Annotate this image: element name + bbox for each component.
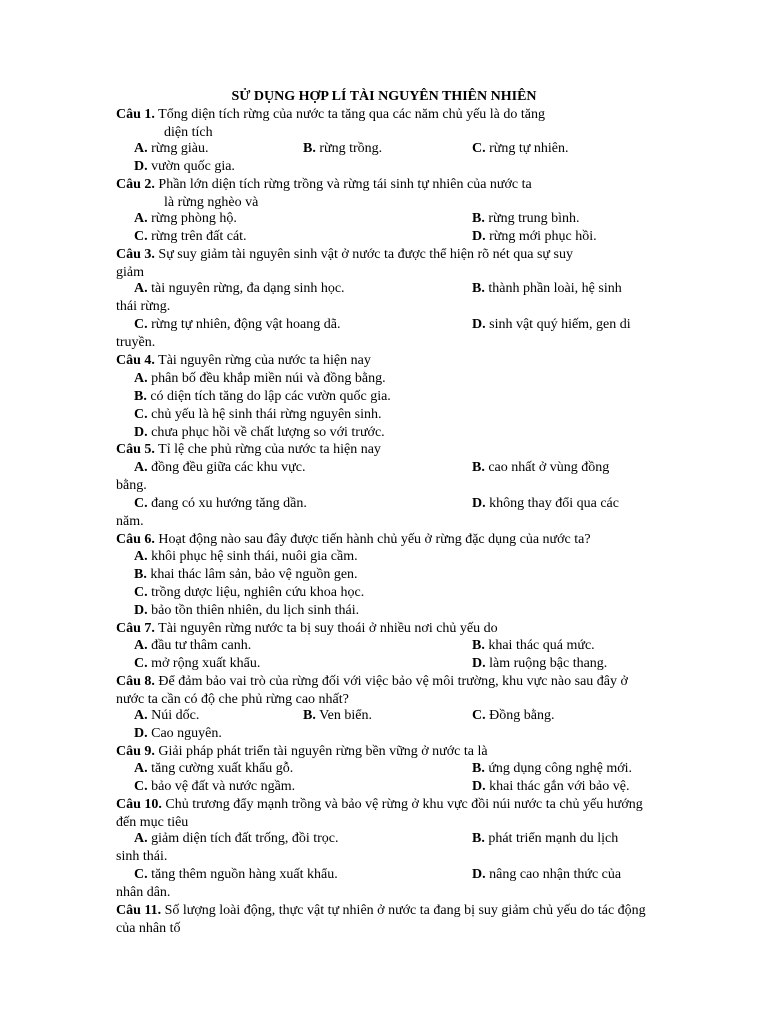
question-label: Câu 6.: [116, 532, 155, 547]
option-c: C. bảo vệ đất và nước ngầm.: [134, 779, 296, 794]
option-d: D. Cao nguyên.: [134, 726, 222, 741]
question-text: Tổng diện tích rừng của nước ta tăng qua các năm chủ yếu là do tăng: [158, 107, 545, 122]
question-text: Tài nguyên rừng của nước ta hiện nay: [158, 353, 371, 368]
question-label: Câu 1.: [116, 107, 155, 122]
question-text: Phần lớn diện tích rừng trồng và rừng tái sinh tự nhiên của nước ta: [158, 177, 532, 192]
option-b-wrap: thái rừng.: [116, 299, 171, 314]
option-a: A. tăng cường xuất khẩu gỗ.: [134, 761, 294, 776]
question-10: [116, 796, 651, 831]
option-d-wrap: nhân dân.: [116, 885, 171, 900]
option-a: A. khôi phục hệ sinh thái, nuôi gia cầm.: [134, 549, 358, 564]
option-b: B. khai thác quá mức.: [472, 638, 595, 653]
question-1: [116, 106, 651, 141]
option-a: A. Núi dốc.: [134, 708, 200, 723]
question-label: Câu 4.: [116, 353, 155, 368]
question-text: Tài nguyên rừng nước ta bị suy thoái ở nhiều nơi chủ yếu do: [158, 621, 498, 636]
option-c: C. chủ yếu là hệ sinh thái rừng nguyên sinh.: [134, 407, 382, 422]
option-c: C. rừng tự nhiên.: [472, 141, 569, 156]
question-label: Câu 11.: [116, 903, 162, 918]
option-d: D. khai thác gắn với bảo vệ.: [472, 779, 630, 794]
option-c: C. rừng trên đất cát.: [134, 229, 247, 244]
option-b: B. cao nhất ở vùng đồng: [472, 460, 610, 475]
question-8: [116, 673, 651, 708]
question-text-continued: giảm: [116, 264, 144, 280]
question-9: [116, 743, 651, 761]
option-a: A. rừng phòng hộ.: [134, 211, 237, 226]
question-6: [116, 531, 651, 549]
question-label: Câu 9.: [116, 744, 155, 759]
question-label: Câu 7.: [116, 621, 155, 636]
option-c: C. trồng dược liệu, nghiên cứu khoa học.: [134, 585, 365, 600]
option-b: B. rừng trồng.: [303, 141, 383, 156]
option-d: D. vườn quốc gia.: [134, 159, 235, 174]
option-a: A. phân bố đều khắp miền núi và đồng bằng.: [134, 371, 386, 386]
option-a: A. đầu tư thâm canh.: [134, 638, 252, 653]
question-11: [116, 902, 651, 937]
option-a: A. đồng đều giữa các khu vực.: [134, 460, 306, 475]
option-b: B. khai thác lâm sản, bảo vệ nguồn gen.: [134, 567, 358, 582]
option-c: C. tăng thêm nguồn hàng xuất khẩu.: [134, 867, 338, 882]
question-text: Tỉ lệ che phủ rừng của nước ta hiện nay: [158, 442, 381, 457]
option-b-wrap: sinh thái.: [116, 849, 168, 864]
option-c: C. Đồng bằng.: [472, 708, 555, 723]
question-label: Câu 3.: [116, 247, 155, 262]
option-a: A. tài nguyên rừng, đa dạng sinh học.: [134, 281, 345, 296]
option-b: B. rừng trung bình.: [472, 211, 580, 226]
option-d-wrap: năm.: [116, 514, 144, 529]
option-d: D. chưa phục hồi về chất lượng so với trước.: [134, 425, 385, 440]
question-text: Hoạt động nào sau đây được tiến hành chủ yếu ở rừng đặc dụng của nước ta?: [158, 532, 591, 547]
option-d: D. sinh vật quý hiếm, gen di: [472, 317, 631, 332]
option-b: B. ứng dụng công nghệ mới.: [472, 761, 633, 776]
question-text: Giải pháp phát triển tài nguyên rừng bền vững ở nước ta là: [158, 744, 488, 759]
option-d-wrap: truyền.: [116, 335, 156, 350]
question-text: Sự suy giảm tài nguyên sinh vật ở nước ta được thể hiện rõ nét qua sự suy: [158, 247, 573, 262]
option-a: A. giảm diện tích đất trống, đồi trọc.: [134, 831, 339, 846]
option-b-wrap: bằng.: [116, 478, 147, 493]
question-text: Chủ trương đẩy mạnh trồng và bảo vệ rừng ở khu vực đồi núi nước ta chủ yếu hướng đến mục tiêu: [116, 797, 643, 830]
question-7: [116, 620, 651, 638]
option-a: A. rừng giàu.: [134, 141, 209, 156]
option-d: D. không thay đổi qua các: [472, 496, 619, 511]
question-text: Số lượng loài động, thực vật tự nhiên ở nước ta đang bị suy giảm chủ yếu do tác động của nhân tố: [116, 903, 646, 936]
question-3: [116, 246, 651, 281]
question-2: [116, 176, 651, 211]
question-text-continued: là rừng nghèo và: [164, 194, 259, 210]
question-label: Câu 10.: [116, 797, 162, 812]
option-d: D. rừng mới phục hồi.: [472, 229, 597, 244]
option-c: C. rừng tự nhiên, động vật hoang dã.: [134, 317, 341, 332]
question-5: [116, 441, 651, 459]
option-d: D. bảo tồn thiên nhiên, du lịch sinh thái.: [134, 603, 360, 618]
question-4: [116, 352, 651, 370]
option-d: D. nâng cao nhận thức của: [472, 867, 622, 882]
option-b: B. thành phần loài, hệ sinh: [472, 281, 622, 296]
question-label: Câu 2.: [116, 177, 155, 192]
option-b: B. Ven biển.: [303, 708, 372, 723]
option-c: C. mở rộng xuất khẩu.: [134, 656, 261, 671]
document-title: SỬ DỤNG HỢP LÍ TÀI NGUYÊN THIÊN NHIÊN: [231, 89, 537, 104]
option-c: C. đang có xu hướng tăng dần.: [134, 496, 307, 511]
question-text-continued: diện tích: [164, 124, 213, 140]
question-label: Câu 5.: [116, 442, 155, 457]
question-text: Để đảm bảo vai trò của rừng đối với việc bảo vệ môi trường, khu vực nào sau đây ở nước ta cần có độ che phủ rừng cao nhất?: [116, 674, 628, 707]
option-d: D. làm ruộng bậc thang.: [472, 656, 608, 671]
option-b: B. phát triển mạnh du lịch: [472, 831, 619, 846]
question-label: Câu 8.: [116, 674, 155, 689]
option-b: B. có diện tích tăng do lập các vườn quốc gia.: [134, 389, 391, 404]
